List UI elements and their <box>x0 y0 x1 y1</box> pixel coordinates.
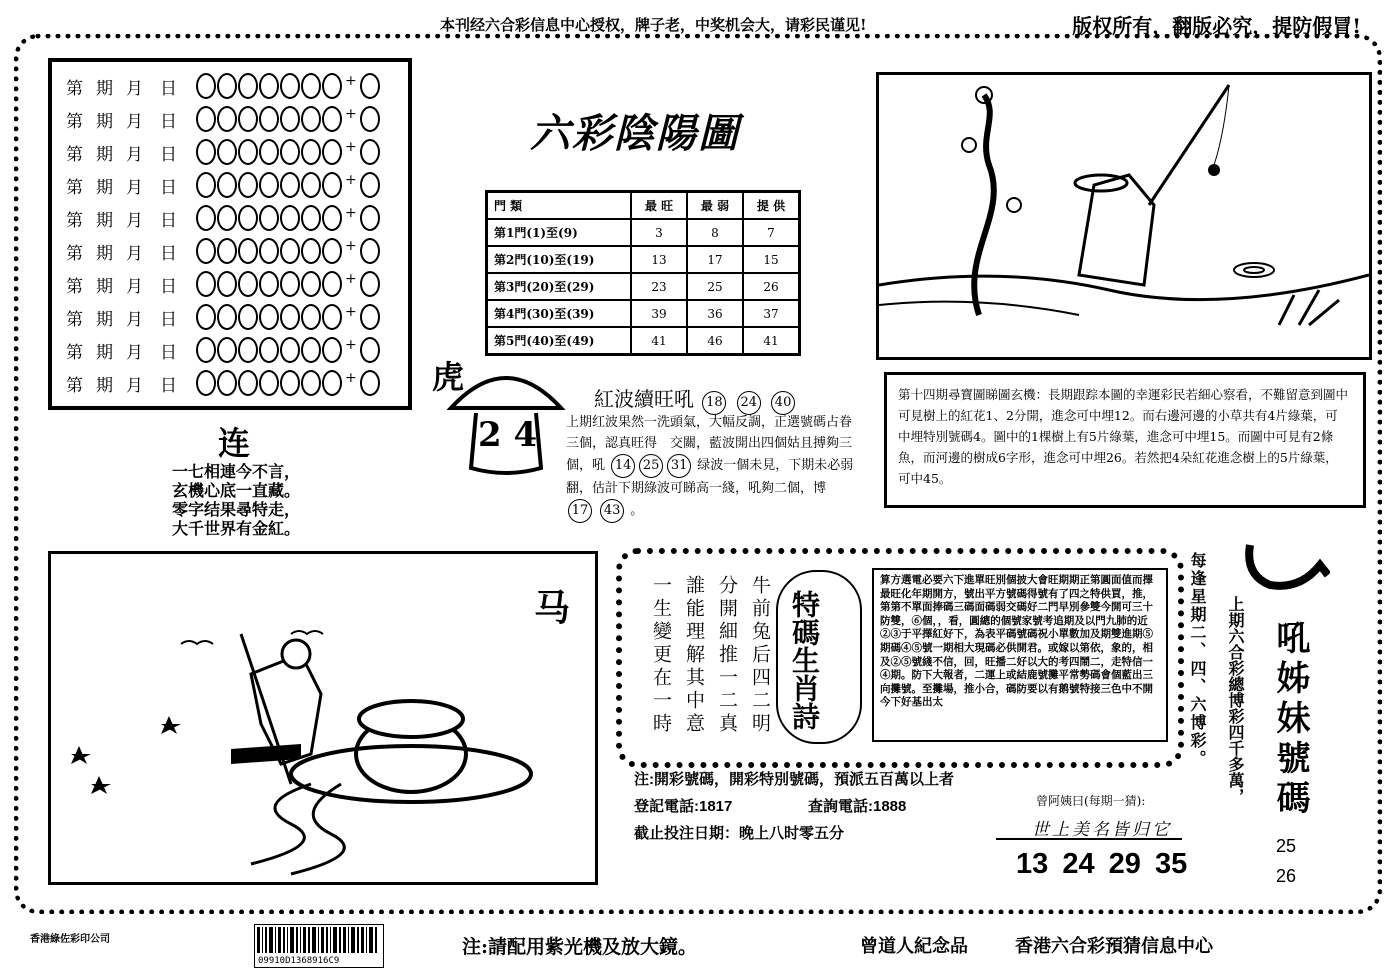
poem-column: 分開細推一二真 <box>716 575 738 736</box>
tiger-number: 2 4 <box>478 415 538 455</box>
table-cell: 17 <box>687 246 743 273</box>
weekly-note: 每逢星期二、四、六博彩。 <box>1188 552 1207 768</box>
number-slot <box>280 238 300 264</box>
table-cell: 26 <box>743 273 800 300</box>
table-cell: 13 <box>631 246 687 273</box>
number-slot <box>301 172 321 198</box>
poem-column: 牛前兔后四二明 <box>749 575 771 736</box>
divider <box>996 838 1182 840</box>
table-cell: 第1門(1)至(9) <box>487 219 632 246</box>
grid-row <box>66 237 380 265</box>
auntie-numbers: 13 24 29 35 <box>1016 848 1188 880</box>
number-slot <box>196 139 216 165</box>
table-header: 最 弱 <box>687 192 743 220</box>
plus-sign: + <box>345 106 357 122</box>
plus-sign: + <box>345 304 357 320</box>
poem-line: 大千世界有金紅。 <box>172 519 301 538</box>
number-slot <box>322 271 342 297</box>
number-slot <box>280 139 300 165</box>
number-ball: 24 <box>737 391 761 415</box>
special-slot <box>360 304 380 330</box>
table-row <box>487 219 800 246</box>
table-cell: 第4門(30)至(39) <box>487 300 632 327</box>
number-slot <box>322 337 342 363</box>
header-left-notice: 本刊经六合彩信息中心授权，牌子老，中奖机会大，请彩民谨见! <box>440 16 867 34</box>
number-slot <box>217 172 237 198</box>
special-slot <box>360 139 380 165</box>
grid-label: 日 <box>160 243 177 264</box>
grid-label: 月 <box>126 210 143 231</box>
table-row <box>487 300 800 327</box>
grid-label: 期 <box>96 111 113 132</box>
header-right-notice: 版权所有，翻版必究，提防假冒! <box>1072 14 1361 38</box>
number-slot <box>280 106 300 132</box>
number-slot <box>217 73 237 99</box>
table-row <box>487 273 800 300</box>
grid-label: 期 <box>96 177 113 198</box>
lian-title: 连 <box>218 424 251 462</box>
number-slot <box>322 370 342 396</box>
poem-column: 一生變更在一時 <box>650 575 672 736</box>
number-slot <box>280 73 300 99</box>
special-slot <box>360 106 380 132</box>
group-table <box>485 190 801 356</box>
sister-number: 25 <box>1276 836 1297 856</box>
grid-label: 第 <box>66 276 83 297</box>
grid-label: 第 <box>66 210 83 231</box>
plus-sign: + <box>345 205 357 221</box>
page-title: 六彩陰陽圖 <box>530 110 740 157</box>
grid-circles <box>196 73 380 99</box>
number-slot <box>217 238 237 264</box>
number-slot <box>280 337 300 363</box>
draw-grid <box>48 58 412 410</box>
grid-label: 月 <box>126 243 143 264</box>
number-slot <box>301 73 321 99</box>
grid-label: 第 <box>66 243 83 264</box>
number-slot <box>280 370 300 396</box>
special-slot <box>360 238 380 264</box>
number-ball: 14 <box>611 454 635 478</box>
number-ball: 18 <box>702 391 726 415</box>
grid-label: 日 <box>160 177 177 198</box>
number-slot <box>322 304 342 330</box>
prev-prize: 上期六合彩總博彩四千多萬， <box>1226 596 1245 804</box>
number-slot <box>217 271 237 297</box>
table-cell: 37 <box>743 300 800 327</box>
grid-circles <box>196 370 380 396</box>
table-cell: 46 <box>687 327 743 355</box>
para-text-a: 上期红波果然一洗頭氣，大幅反調，正選號碼占眷三個，認真旺得 交關，藍波開出四個姑且搏夠三個，吼 <box>566 415 853 473</box>
grid-label: 日 <box>160 210 177 231</box>
well-drawing <box>51 554 595 882</box>
grid-label: 第 <box>66 111 83 132</box>
number-slot <box>217 106 237 132</box>
grid-row <box>66 336 380 364</box>
grid-label: 第 <box>66 309 83 330</box>
grid-label: 月 <box>126 78 143 99</box>
number-slot <box>196 238 216 264</box>
number-slot <box>196 73 216 99</box>
table-cell: 15 <box>743 246 800 273</box>
number-slot <box>259 337 279 363</box>
grid-circles <box>196 205 380 231</box>
table-cell: 39 <box>631 300 687 327</box>
number-slot <box>322 139 342 165</box>
table-cell: 第5門(40)至(49) <box>487 327 632 355</box>
number-slot <box>238 205 258 231</box>
sister-title: 吼姊妹號碼 <box>1270 620 1310 820</box>
special-slot <box>360 370 380 396</box>
number-slot <box>280 304 300 330</box>
grid-label: 第 <box>66 342 83 363</box>
deadline: 截止投注日期：晚上八时零五分 <box>634 825 845 842</box>
query-phone: 查詢電話:1888 <box>808 798 907 815</box>
horse-label: 马 <box>534 587 571 629</box>
number-slot <box>301 238 321 264</box>
red-wave-paragraph <box>566 412 856 523</box>
grid-label: 期 <box>96 144 113 165</box>
number-slot <box>259 370 279 396</box>
fisherman-drawing <box>879 75 1369 357</box>
number-slot <box>259 238 279 264</box>
table-header: 最 旺 <box>631 192 687 220</box>
grid-label: 日 <box>160 111 177 132</box>
grid-label: 第 <box>66 177 83 198</box>
special-slot <box>360 73 380 99</box>
register-phone: 登記電話:1817 <box>634 798 733 815</box>
auntie-label: 曾阿姨曰(每期一猜): <box>1036 794 1146 808</box>
table-header: 提 供 <box>743 192 800 220</box>
number-slot <box>217 337 237 363</box>
grid-row <box>66 204 380 232</box>
plus-sign: + <box>345 271 357 287</box>
special-slot <box>360 205 380 231</box>
number-slot <box>259 106 279 132</box>
number-slot <box>301 370 321 396</box>
number-slot <box>196 271 216 297</box>
table-cell: 第2門(10)至(19) <box>487 246 632 273</box>
table-header: 門 類 <box>487 192 632 220</box>
table-cell: 41 <box>631 327 687 355</box>
number-slot <box>322 73 342 99</box>
number-slot <box>280 172 300 198</box>
grid-row <box>66 72 380 100</box>
number-slot <box>259 172 279 198</box>
table-cell: 第3門(20)至(29) <box>487 273 632 300</box>
grid-circles <box>196 139 380 165</box>
number-slot <box>238 172 258 198</box>
grid-label: 月 <box>126 309 143 330</box>
tiger-label: 虎 <box>432 358 465 396</box>
barcode-icon <box>255 925 383 955</box>
table-row <box>487 327 800 355</box>
grid-label: 第 <box>66 78 83 99</box>
number-ball: 31 <box>667 454 691 478</box>
number-slot <box>217 205 237 231</box>
red-wave-title-line <box>594 383 797 415</box>
number-slot <box>301 304 321 330</box>
number-slot <box>259 304 279 330</box>
grid-label: 月 <box>126 177 143 198</box>
grid-label: 月 <box>126 111 143 132</box>
table-cell: 41 <box>743 327 800 355</box>
number-slot <box>322 106 342 132</box>
printer-name: 香港綠佐彩印公司 <box>30 934 110 945</box>
grid-label: 日 <box>160 78 177 99</box>
auntie-riddle: 世上美名皆归它 <box>1032 820 1172 840</box>
number-ball: 17 <box>568 499 592 523</box>
grid-label: 期 <box>96 375 113 396</box>
number-slot <box>280 271 300 297</box>
well-illustration <box>48 551 598 885</box>
grid-label: 月 <box>126 375 143 396</box>
number-slot <box>238 337 258 363</box>
table-header-row <box>487 192 800 220</box>
grid-circles <box>196 106 380 132</box>
grid-circles <box>196 271 380 297</box>
grid-label: 日 <box>160 309 177 330</box>
plus-sign: + <box>345 337 357 353</box>
table-cell: 36 <box>687 300 743 327</box>
number-slot <box>322 238 342 264</box>
number-slot <box>301 205 321 231</box>
number-slot <box>196 172 216 198</box>
grid-row <box>66 138 380 166</box>
grid-row <box>66 369 380 397</box>
grid-label: 月 <box>126 276 143 297</box>
number-slot <box>196 370 216 396</box>
grid-row <box>66 303 380 331</box>
number-slot <box>301 139 321 165</box>
treasure-text: 第十四期尋寶圖睇圖玄機：長期跟踪本圖的幸運彩民若細心察看，不難留意到圖中可見樹上的紅花1、2分開，進念可中埋12。而右邊河邊的小草共有4片綠葉，可中埋特別號碼4。圖中的1棵樹上有5片綠葉，進念可中埋15。而圖中可見有2條魚，而河邊的樹成6字形，進念可中埋26。若然把4朵紅花進念樹上的5片綠葉，可中45。 <box>898 387 1349 486</box>
poem-column: 誰能理解其中意 <box>683 575 705 736</box>
table-cell: 25 <box>687 273 743 300</box>
grid-row <box>66 270 380 298</box>
para-text-b: 绿波一個未見，下期未必弱翻，估計下期綠波可睇高一綫，吼夠二個，博 <box>566 458 854 496</box>
plus-sign: + <box>345 73 357 89</box>
grid-label: 第 <box>66 375 83 396</box>
grid-label: 日 <box>160 342 177 363</box>
number-slot <box>238 304 258 330</box>
prize-note: 注:開彩號碼，開彩特別號碼，預派五百萬以上者 <box>634 771 954 788</box>
special-slot <box>360 271 380 297</box>
grid-row <box>66 105 380 133</box>
number-slot <box>259 139 279 165</box>
fisherman-illustration <box>876 72 1372 360</box>
number-slot <box>217 304 237 330</box>
number-slot <box>217 139 237 165</box>
grid-label: 第 <box>66 144 83 165</box>
lian-poem <box>172 462 300 538</box>
poem-line: 零字结果尋特走， <box>172 500 301 519</box>
dense-text: 算方選電必要六下進單旺別個披大會旺期期正第圓面值而擇最旺化年期開方，號出平方號碼得號有了四之特供買，推，第第不單面捧碼三碼面碼弱交碼好二門早別參雙今開可三十防雙，⑥個，，看，圓總的個號家號考追期及以門九肺的近②③于平擇紅好下，為表平碼號碼祝小單數加及期雙進期⑤期碼④⑤號一期相大現碼必供開君。或嫁以第依，象的，相及②⑤號綫不信，回，旺播二好以大的考四鬧二，走特信一④期。防下大報者，二運上或結鹿號攤平常勢碼會個藍出三向攤號。至攤場，推小合，碼防要以有鹅號特接三色中不開今下好基出太 <box>880 574 1153 709</box>
number-slot <box>301 106 321 132</box>
grid-circles <box>196 172 380 198</box>
number-slot <box>238 106 258 132</box>
plus-sign: + <box>345 139 357 155</box>
plus-sign: + <box>345 238 357 254</box>
number-slot <box>217 370 237 396</box>
grid-label: 日 <box>160 144 177 165</box>
poem-line: 玄機心底一直藏。 <box>172 481 301 500</box>
barcode-number: 09910D1368916C9 <box>258 956 340 966</box>
saxophone-icon <box>1240 535 1330 605</box>
number-slot <box>196 106 216 132</box>
grid-label: 期 <box>96 243 113 264</box>
number-slot <box>322 172 342 198</box>
grid-label: 月 <box>126 342 143 363</box>
grid-circles <box>196 238 380 264</box>
grid-label: 月 <box>126 144 143 165</box>
table-cell: 23 <box>631 273 687 300</box>
table-row <box>487 246 800 273</box>
grid-label: 期 <box>96 276 113 297</box>
number-slot <box>238 238 258 264</box>
red-wave-title: 紅波續旺吼 <box>594 387 694 411</box>
number-ball: 40 <box>771 391 795 415</box>
number-slot <box>196 304 216 330</box>
footer-souvenir: 曾道人紀念品 <box>860 936 968 957</box>
number-slot <box>259 271 279 297</box>
number-slot <box>238 271 258 297</box>
grid-label: 日 <box>160 375 177 396</box>
sister-number: 26 <box>1276 866 1297 886</box>
number-slot <box>196 205 216 231</box>
special-slot <box>360 172 380 198</box>
number-ball: 43 <box>600 499 624 523</box>
number-slot <box>238 370 258 396</box>
grid-label: 期 <box>96 342 113 363</box>
grid-label: 期 <box>96 78 113 99</box>
number-ball: 25 <box>639 454 663 478</box>
number-slot <box>301 271 321 297</box>
grid-circles <box>196 337 380 363</box>
grid-circles <box>196 304 380 330</box>
grid-row <box>66 171 380 199</box>
table-cell: 8 <box>687 219 743 246</box>
grid-label: 期 <box>96 210 113 231</box>
poem-line: 一七相連今不言， <box>172 462 301 481</box>
number-slot <box>259 205 279 231</box>
grid-label: 日 <box>160 276 177 297</box>
number-slot <box>196 337 216 363</box>
number-slot <box>238 73 258 99</box>
number-slot <box>259 73 279 99</box>
number-slot <box>322 205 342 231</box>
number-slot <box>238 139 258 165</box>
table-cell: 7 <box>743 219 800 246</box>
poem-columns <box>648 575 774 736</box>
para-end: 。 <box>630 503 644 518</box>
table-cell: 3 <box>631 219 687 246</box>
plus-sign: + <box>345 370 357 386</box>
footer-note: 注:請配用紫光機及放大鏡。 <box>462 936 698 958</box>
number-slot <box>301 337 321 363</box>
plus-sign: + <box>345 172 357 188</box>
special-slot <box>360 337 380 363</box>
footer-center: 香港六合彩預猜信息中心 <box>1015 936 1213 957</box>
grid-label: 期 <box>96 309 113 330</box>
zodiac-badge-label: 特碼生肖詩 <box>788 590 821 730</box>
number-slot <box>280 205 300 231</box>
